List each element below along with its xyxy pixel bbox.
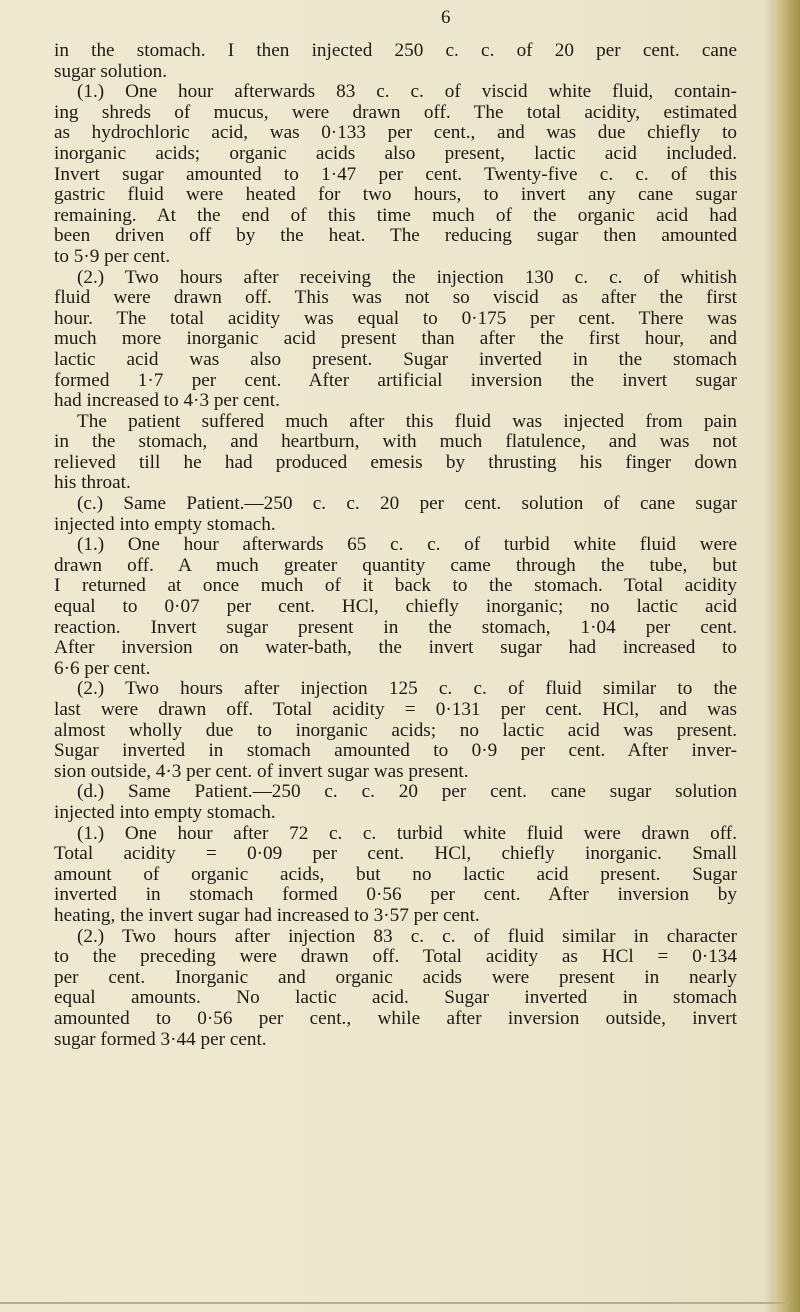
text-line: After inversion on water-bath, the invert sugar had increased to: [54, 637, 737, 659]
text-line: Total acidity = 0·09 per cent. HCl, chiefly inorganic. Small: [54, 843, 737, 865]
text-line: (2.) Two hours after receiving the injection 130 c. c. of whitish: [77, 266, 737, 288]
body-text: [54, 41, 737, 1050]
text-line: hour. The total acidity was equal to 0·175 per cent. There was: [54, 307, 737, 329]
text-line: inorganic acids; organic acids also present, lactic acid included.: [54, 142, 737, 164]
text-line: formed 1·7 per cent. After artificial inversion the invert sugar: [54, 369, 737, 391]
text-line: had increased to 4·3 per cent.: [54, 390, 280, 412]
page-edge: [774, 0, 800, 1312]
text-line: (2.) Two hours after injection 125 c. c. of fluid similar to the: [77, 678, 737, 700]
page-bottom-edge: [0, 1302, 790, 1304]
page-edge-shadow: [764, 0, 774, 1312]
text-line: Sugar inverted in stomach amounted to 0·9 per cent. After inver-: [54, 740, 737, 762]
text-line: 6·6 per cent.: [54, 657, 151, 679]
text-line: equal amounts. No lactic acid. Sugar inverted in stomach: [54, 987, 737, 1009]
text-line: per cent. Inorganic and organic acids were present in nearly: [54, 966, 737, 988]
text-line: equal to 0·07 per cent. HCl, chiefly inorganic; no lactic acid: [54, 596, 737, 618]
text-line: (1.) One hour afterwards 83 c. c. of viscid white fluid, contain-: [77, 81, 737, 103]
text-line: relieved till he had produced emesis by thrusting his finger down: [54, 451, 737, 473]
text-line: drawn off. A much greater quantity came through the tube, but: [54, 554, 737, 576]
text-line: gastric fluid were heated for two hours, to invert any cane sugar: [54, 184, 737, 206]
text-line: ing shreds of mucus, were drawn off. The total acidity, estimated: [54, 101, 737, 123]
text-line: almost wholly due to inorganic acids; no lactic acid was present.: [54, 719, 737, 741]
text-line: been driven off by the heat. The reducing sugar then amounted: [54, 225, 737, 247]
text-line: remaining. At the end of this time much of the organic acid had: [54, 204, 737, 226]
text-line: to the preceding were drawn off. Total acidity as HCl = 0·134: [54, 946, 737, 968]
text-line: (2.) Two hours after injection 83 c. c. of fluid similar in character: [77, 925, 737, 947]
text-line: I returned at once much of it back to the stomach. Total acidity: [54, 575, 737, 597]
text-line: amounted to 0·56 per cent., while after inversion outside, invert: [54, 1007, 737, 1029]
text-line: (1.) One hour after 72 c. c. turbid white fluid were drawn off.: [77, 822, 737, 844]
page-number: 6: [441, 7, 451, 28]
text-line: Invert sugar amounted to 1·47 per cent. Twenty-five c. c. of this: [54, 163, 737, 185]
text-line: inverted in stomach formed 0·56 per cent. After inversion by: [54, 884, 737, 906]
text-line: in the stomach. I then injected 250 c. c. of 20 per cent. cane: [54, 40, 737, 61]
text-line: sugar solution.: [54, 60, 167, 82]
text-line: injected into empty stomach.: [54, 801, 276, 823]
text-line: in the stomach, and heartburn, with much flatulence, and was not: [54, 431, 737, 453]
text-line: (d.) Same Patient.—250 c. c. 20 per cent. cane sugar solution: [77, 781, 737, 803]
text-line: as hydrochloric acid, was 0·133 per cent., and was due chiefly to: [54, 122, 737, 144]
text-line: much more inorganic acid present than after the first hour, and: [54, 328, 737, 350]
text-line: lactic acid was also present. Sugar inverted in the stomach: [54, 348, 737, 370]
text-line: sion outside, 4·3 per cent. of invert sugar was present.: [54, 760, 469, 782]
text-line: his throat.: [54, 472, 131, 494]
text-line: reaction. Invert sugar present in the stomach, 1·04 per cent.: [54, 616, 737, 638]
text-line: amount of organic acids, but no lactic acid present. Sugar: [54, 863, 737, 885]
text-line: (1.) One hour afterwards 65 c. c. of turbid white fluid were: [77, 534, 737, 556]
text-line: fluid were drawn off. This was not so viscid as after the first: [54, 287, 737, 309]
text-line: injected into empty stomach.: [54, 513, 276, 535]
text-line: (c.) Same Patient.—250 c. c. 20 per cent. solution of cane sugar: [77, 493, 737, 515]
text-line: last were drawn off. Total acidity = 0·131 per cent. HCl, and was: [54, 699, 737, 720]
text-line: heating, the invert sugar had increased to 3·57 per cent.: [54, 904, 480, 926]
text-line: The patient suffered much after this fluid was injected from pain: [77, 410, 737, 432]
text-line: to 5·9 per cent.: [54, 245, 171, 267]
text-line: sugar formed 3·44 per cent.: [54, 1028, 267, 1050]
